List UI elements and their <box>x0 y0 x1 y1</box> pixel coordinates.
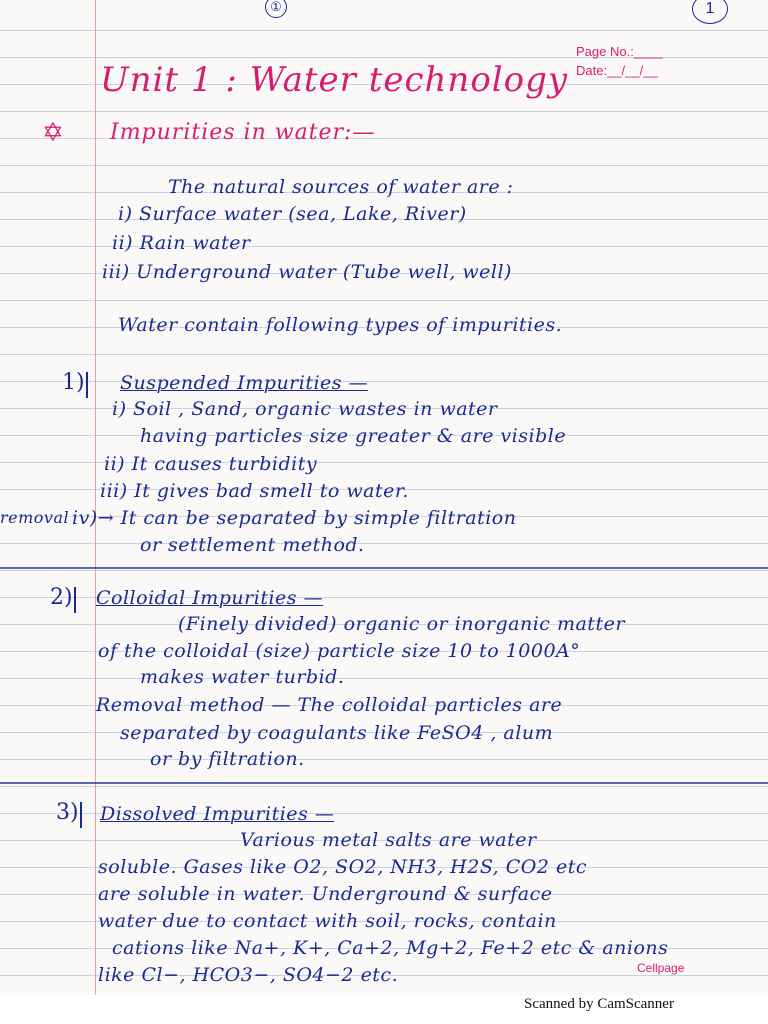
ruled-line <box>0 300 768 301</box>
cellpage-brand: Cellpage <box>637 961 685 975</box>
text-line: iv)→ It can be separated by simple filtration <box>72 507 517 529</box>
star-icon: ✡ <box>42 118 64 148</box>
text-line: Water contain following types of impurities. <box>118 314 563 336</box>
top-page-mark: ① <box>265 0 287 18</box>
text-line: ii) It causes turbidity <box>104 453 318 475</box>
text-line: separated by coagulants like FeSO4 , alum <box>120 722 554 744</box>
text-line: having particles size greater & are visible <box>140 425 567 447</box>
ruled-line <box>0 759 768 760</box>
ruled-line <box>0 111 768 112</box>
text-line: cations like Na+, K+, Ca+2, Mg+2, Fe+2 etc & anions <box>112 937 669 959</box>
item-number-3: 3) <box>56 800 79 825</box>
ruled-line <box>0 786 768 787</box>
text-line: or by filtration. <box>150 748 305 770</box>
section-divider <box>0 782 768 784</box>
scanner-footer: Scanned by CamScanner <box>524 996 674 1012</box>
text-line: The natural sources of water are : <box>168 176 514 198</box>
text-line: Various metal salts are water <box>240 829 537 851</box>
margin-line <box>95 0 96 995</box>
ruled-line <box>0 165 768 166</box>
text-line: ii) Rain water <box>112 232 251 254</box>
text-line: soluble. Gases like O2, SO2, NH3, H2S, CO2 etc <box>98 856 588 878</box>
text-line: (Finely divided) organic or inorganic matter <box>178 613 625 635</box>
text-line: makes water turbid. <box>140 666 345 688</box>
ruled-line <box>0 543 768 544</box>
ruled-line <box>0 570 768 571</box>
ruled-line <box>0 381 768 382</box>
section-divider <box>0 567 768 569</box>
text-line: iii) Underground water (Tube well, well) <box>102 261 512 283</box>
ruled-line <box>0 678 768 679</box>
item-number-2: 2) <box>50 585 73 610</box>
suspended-heading: Suspended Impurities — <box>120 372 369 394</box>
text-line: of the colloidal (size) particle size 10 to 1000A° <box>98 640 581 662</box>
page-title: Unit 1 : Water technology <box>100 60 569 100</box>
text-line: like Cl−, HCO3−, SO4−2 etc. <box>98 964 399 986</box>
text-line: water due to contact with soil, rocks, contain <box>98 910 557 932</box>
ruled-line <box>0 30 768 31</box>
dissolved-heading: Dissolved Impurities — <box>100 803 335 825</box>
text-line: Removal method — The colloidal particles are <box>96 694 563 716</box>
text-line: or settlement method. <box>140 534 365 556</box>
ruled-line <box>0 354 768 355</box>
text-line: iii) It gives bad smell to water. <box>100 480 409 502</box>
text-line: i) Surface water (sea, Lake, River) <box>118 203 467 225</box>
page-no-label: Page No.:____ <box>576 44 663 59</box>
section-heading: Impurities in water:— <box>110 120 376 145</box>
text-line: i) Soil , Sand, organic wastes in water <box>112 398 498 420</box>
date-label: Date:__/__/__ <box>576 63 658 78</box>
text-line: are soluble in water. Underground & surface <box>98 883 553 905</box>
margin-note: removal <box>0 508 70 527</box>
colloidal-heading: Colloidal Impurities — <box>96 587 324 609</box>
item-number-1: 1) <box>62 370 85 395</box>
corner-page-number: 1 <box>692 0 728 24</box>
